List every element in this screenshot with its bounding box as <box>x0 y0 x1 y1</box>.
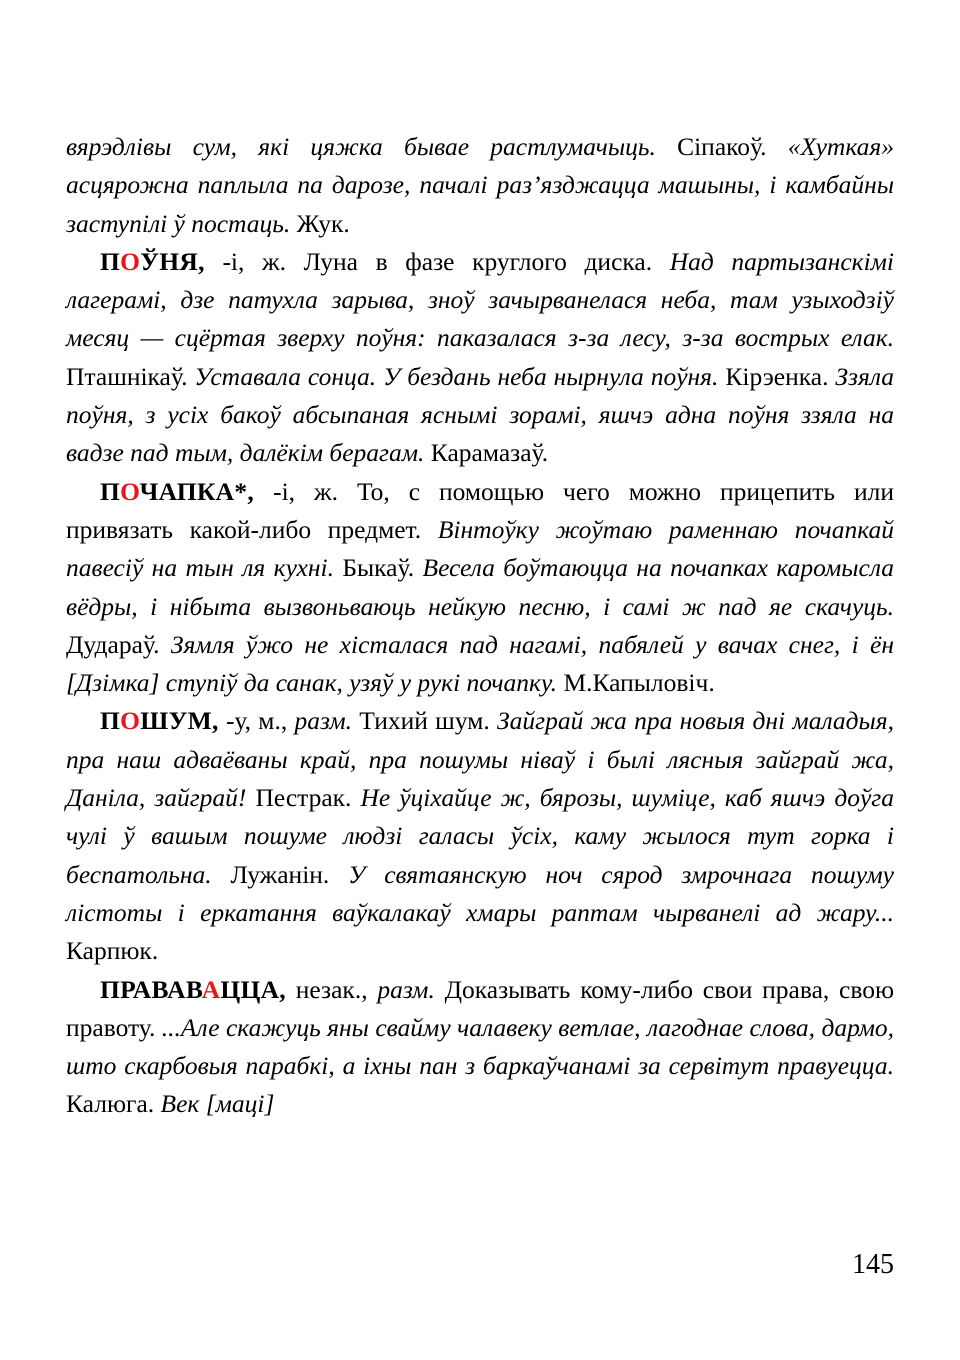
page-text-block <box>66 128 894 1124</box>
citation-source: Дудараў. <box>66 629 160 659</box>
citation-text: Век [маці] <box>154 1089 275 1119</box>
headword-part-before: ПРАВАВ <box>100 974 202 1004</box>
usage-label: разм. <box>294 706 352 736</box>
citation-source: Сіпакоў. <box>655 132 767 161</box>
citation-text: ...Але скажуць яны свайму чалавеку ветлае, лагоднае слова, дармо, што скарбовыя парабкі, а іхны пан з баркаўчанамі за сервітут правуецца. <box>66 1012 894 1081</box>
dictionary-entry-pochapka <box>66 473 894 703</box>
definition-text: Луна в фазе круглого диска. <box>303 246 653 276</box>
citation-text: У святаянскую ноч сярод змрочнага пошуму лістоты і еркатання ваўкалакаў хмары раптам чырванелі ад жару... <box>66 859 894 927</box>
dictionary-entry-pravavatstsa <box>66 971 894 1124</box>
dictionary-entry-poshum <box>66 702 894 970</box>
citation-text: Ззяла поўня, з усіх бакоў абсыпаная яснымі зорамі, яшчэ адна поўня ззяла на вадзе пад тым, далёкім берагам. <box>66 361 895 468</box>
citation-source: Быкаў. <box>333 553 415 583</box>
citation-source: Карамазаў. <box>424 438 549 468</box>
grammar-note: -і, ж. <box>222 246 286 276</box>
citation-text: вярэдлівы сум, які цяжка бывае растлумачыць. <box>66 132 656 161</box>
headword-accent-letter: О <box>120 246 141 276</box>
headword-accent-letter: О <box>120 476 140 506</box>
dictionary-entry-pounia <box>66 243 894 473</box>
headword-pochapka <box>100 477 254 506</box>
grammar-note: -і, ж. <box>273 476 338 506</box>
headword-poshum <box>100 706 219 735</box>
citation-text: Не ўціхайце ж, бярозы, шуміце, каб яшчэ доўга чулі ў вашым пошуме людзі галасы ўсіх, каму жылося тут горка і беспатольна. <box>66 783 894 889</box>
definition-text: Доказывать кому-либо свои права, свою правоту. <box>66 974 895 1042</box>
citation-text: Зайграй жа пра новыя дні маладыя, пра наш адваёваны край, пра пошумы ніваў і былі лясныя зайграй жа, Даніла, зайграй! <box>66 706 895 813</box>
paragraph-continuation <box>66 128 894 243</box>
citation-source: Кірэенка. <box>718 361 829 391</box>
headword-part-after: ЦЦА, <box>220 974 286 1004</box>
headword-pounia <box>100 247 205 276</box>
citation-text: Вінтоўку жоўтаю раменнаю почапкай павесіў на тын ля кухні. <box>66 514 894 583</box>
citation-text: Зямля ўжо не хісталася пад нагамі, пабялей у вачах снег, і ён [Дзімка] ступіў да санак, узяў у рукі почапку. <box>66 629 894 698</box>
headword-pravavatstsa <box>100 975 286 1004</box>
headword-part-after: ШУМ, <box>140 706 219 736</box>
definition-text: То, с помощью чего можно прицепить или привязать какой-либо предмет. <box>66 476 895 544</box>
citation-text: Над партызанскімі лагерамі, дзе патухла зарыва, зноў зачырванелася неба, там узыходзіў месяц — сцёртая зверху поўня: паказалася з-за лесу, з-за вострых елак. <box>66 246 895 353</box>
citation-source: Пташнікаў. <box>66 361 188 391</box>
headword-part-before: П <box>100 246 121 276</box>
headword-part-before: П <box>100 706 121 736</box>
page-number: 145 <box>852 1249 894 1280</box>
headword-accent-letter: А <box>201 974 221 1004</box>
definition-text: Тихий шум. <box>359 706 490 736</box>
grammar-note: -у, м., <box>225 706 288 736</box>
headword-part-after: ЎНЯ, <box>140 246 205 276</box>
citation-source: Жук. <box>290 208 350 238</box>
headword-part-before: П <box>100 476 121 506</box>
citation-text: Уставала сонца. У бездань неба нырнула поўня. <box>187 361 719 391</box>
citation-source: Калюга. <box>66 1089 155 1119</box>
citation-text: Весела боўтаюцца на почапках каромысла вёдры, і нібыта вызвоньваюць нейкую песню, і самі ж пад яе скачуць. <box>66 553 895 621</box>
grammar-note: незак., <box>295 974 368 1004</box>
citation-source: Пестрак. <box>246 783 352 813</box>
citation-source: Лужанін. <box>211 859 330 889</box>
headword-accent-letter: О <box>120 706 141 736</box>
citation-source: М.Капыловіч. <box>557 668 715 698</box>
citation-text: «Хуткая» асцярожна паплыла па дарозе, пачалі раз’язджацца машыны, і камбайны заступілі ў постаць. <box>66 132 894 238</box>
headword-part-after: ЧАПКА*, <box>139 476 255 506</box>
citation-source: Карпюк. <box>66 936 159 966</box>
usage-label: разм. <box>377 974 435 1004</box>
